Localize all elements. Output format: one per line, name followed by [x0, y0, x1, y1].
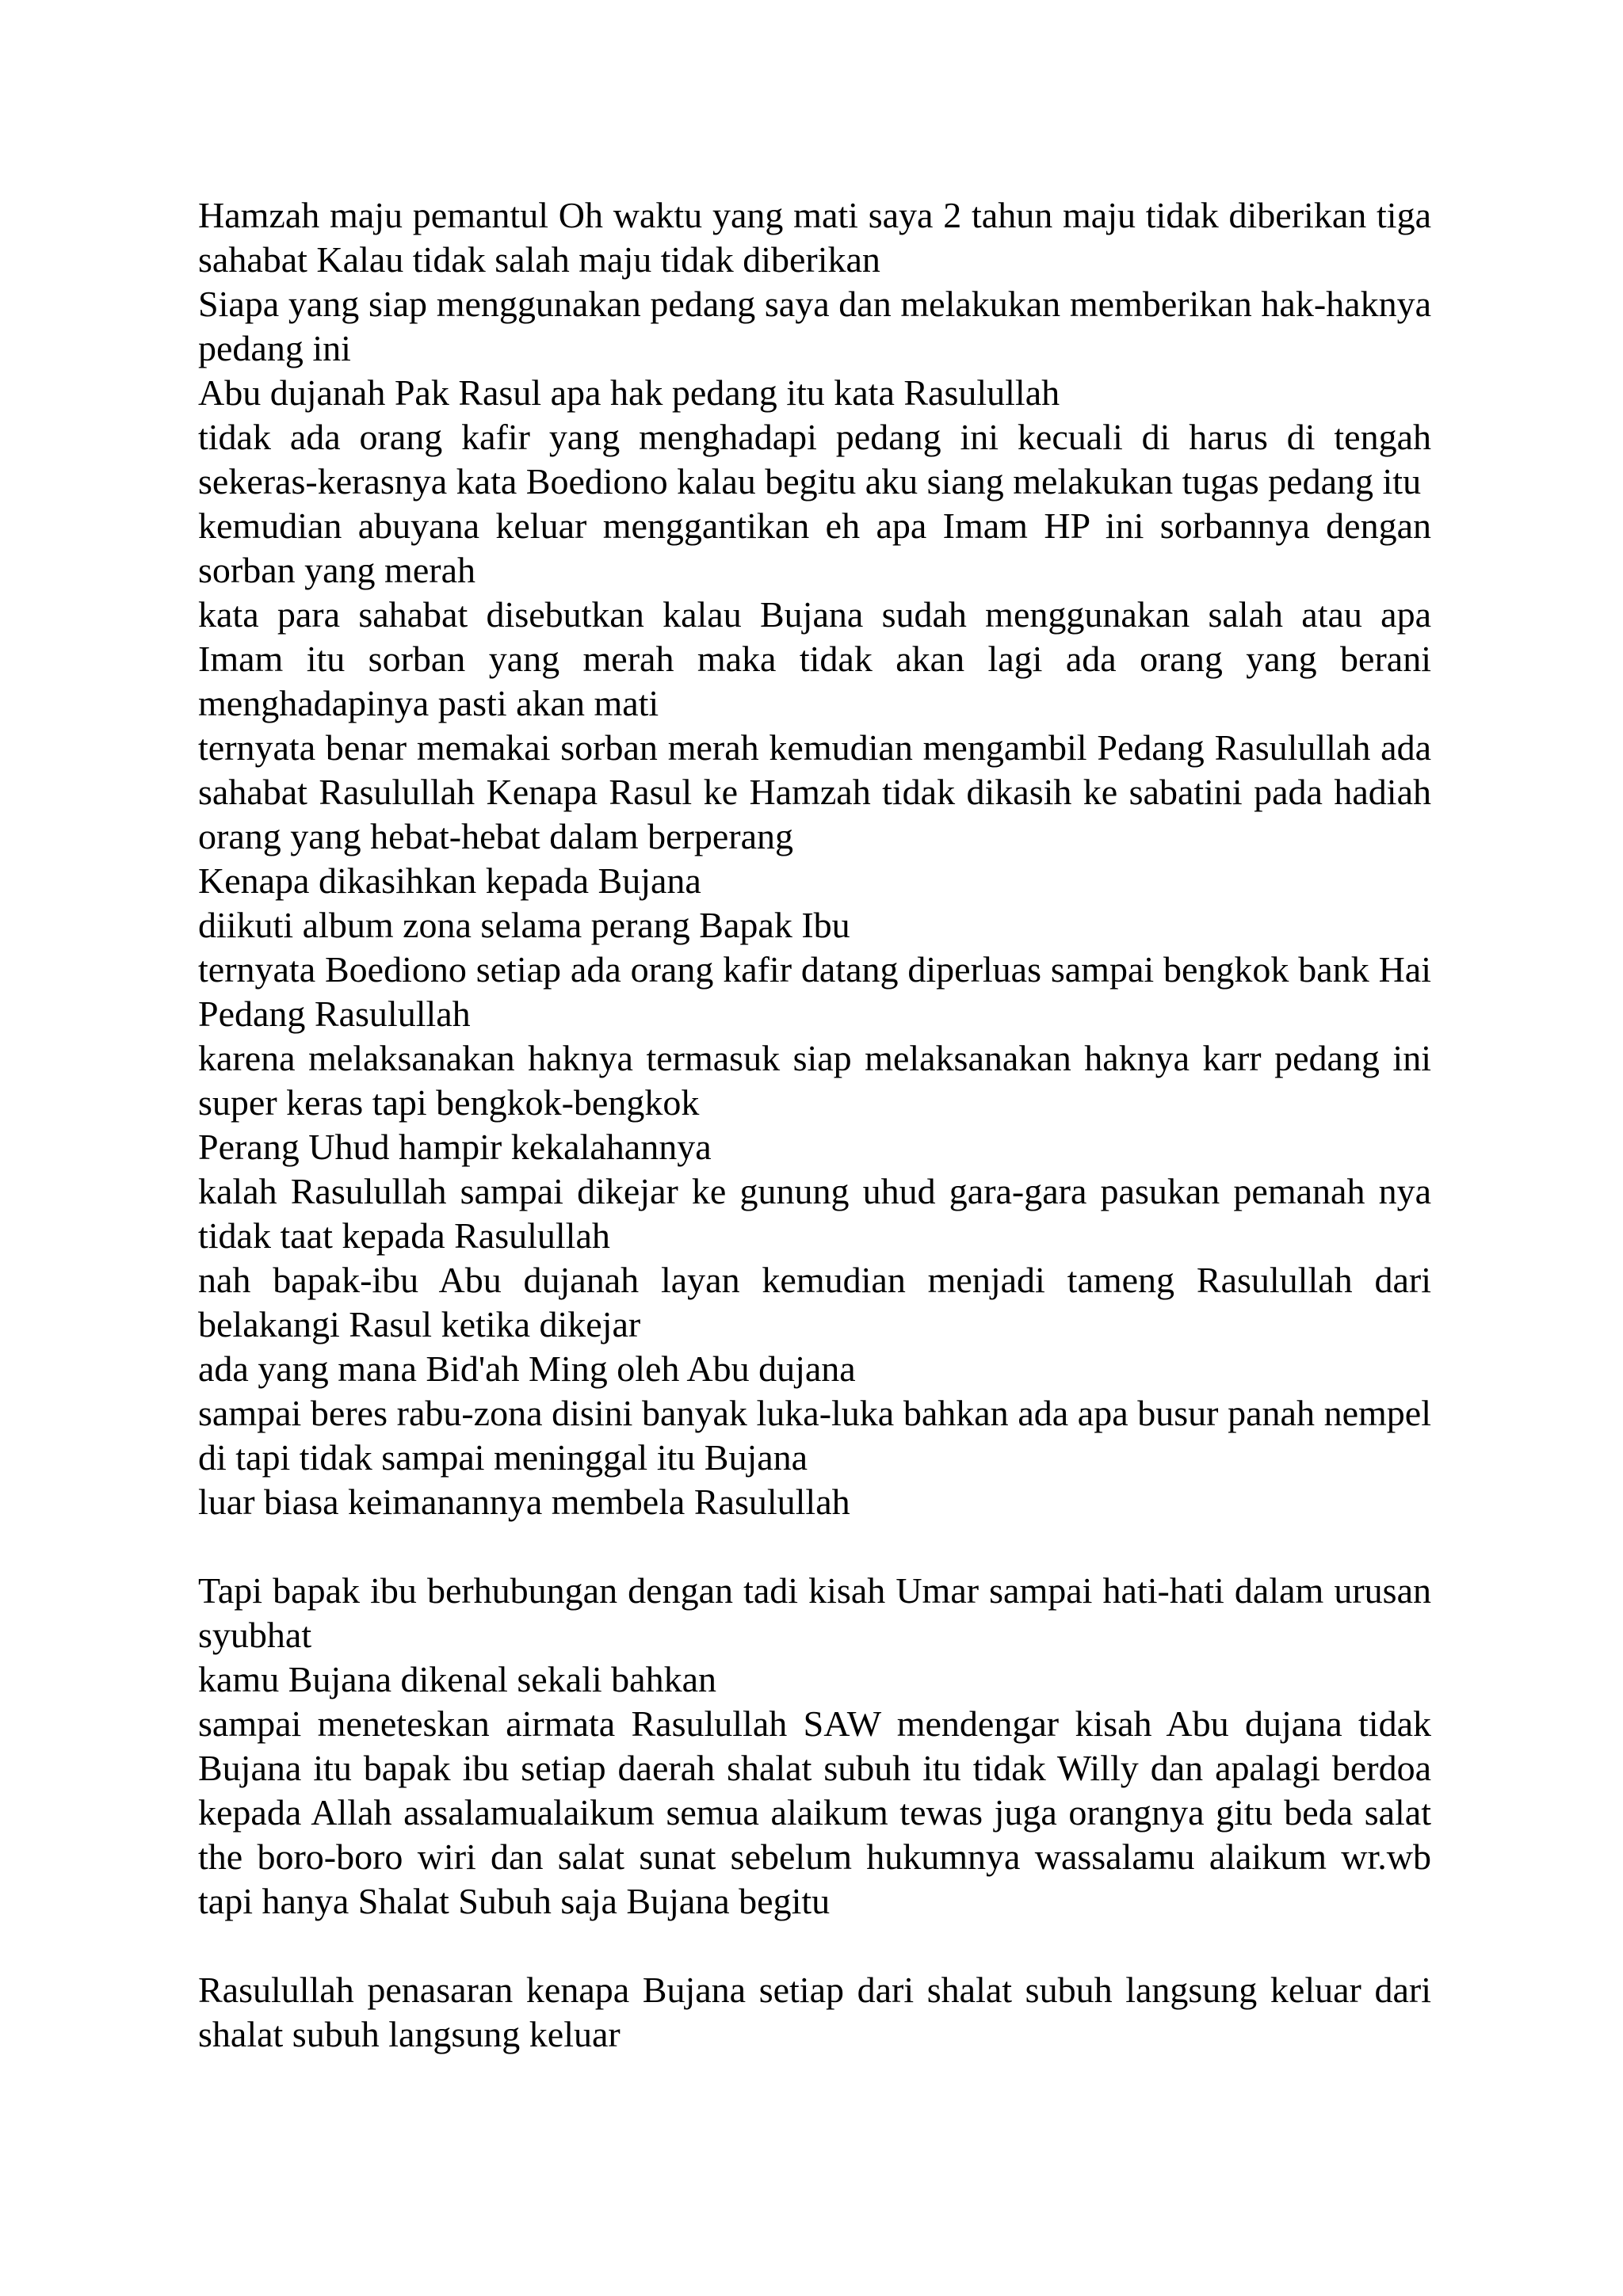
paragraph: Siapa yang siap menggunakan pedang saya dan melakukan memberikan hak-haknya pedang ini: [198, 284, 1431, 368]
paragraph: karena melaksanakan haknya termasuk siap melaksanakan haknya karr pedang ini super keras tapi bengkok-bengkok: [198, 1038, 1431, 1123]
paragraph: Tapi bapak ibu berhubungan dengan tadi kisah Umar sampai hati-hati dalam urusan syubhat: [198, 1570, 1431, 1655]
paragraph: nah bapak-ibu Abu dujanah layan kemudian menjadi tameng Rasulullah dari belakangi Rasul ketika dikejar: [198, 1260, 1431, 1344]
paragraph: Hamzah maju pemantul Oh waktu yang mati saya 2 tahun maju tidak diberikan tiga sahabat Kalau tidak salah maju tidak diberikan: [198, 195, 1431, 280]
paragraph: ternyata Boediono setiap ada orang kafir datang diperluas sampai bengkok bank Hai Pedang Rasulullah: [198, 949, 1431, 1034]
paragraph: Rasulullah penasaran kenapa Bujana setiap dari shalat subuh langsung keluar dari shalat subuh langsung keluar: [198, 1970, 1431, 2054]
section-2: [198, 1569, 1431, 1924]
paragraph: kamu Bujana dikenal sekali bahkan: [198, 1659, 717, 1699]
document-body: [198, 193, 1431, 2057]
paragraph: kata para sahabat disebutkan kalau Bujana sudah menggunakan salah atau apa Imam itu sorban yang merah maka tidak akan lagi ada orang yang berani menghadapinya pasti akan mati: [198, 594, 1431, 723]
paragraph: Abu dujanah Pak Rasul apa hak pedang itu kata Rasulullah: [198, 372, 1060, 413]
paragraph: kalah Rasulullah sampai dikejar ke gunung uhud gara-gara pasukan pemanah nya tidak taat kepada Rasulullah: [198, 1171, 1431, 1256]
paragraph: ternyata benar memakai sorban merah kemudian mengambil Pedang Rasulullah ada sahabat Rasulullah Kenapa Rasul ke Hamzah tidak dikasih ke sabatini pada hadiah orang yang hebat-hebat dalam berperang: [198, 727, 1431, 856]
paragraph: luar biasa keimanannya membela Rasulullah: [198, 1482, 850, 1522]
paragraph: Perang Uhud hampir kekalahannya: [198, 1127, 712, 1167]
paragraph: tidak ada orang kafir yang menghadapi pedang ini kecuali di harus di tengah sekeras-kerasnya kata Boediono kalau begitu aku siang melakukan tugas pedang itu: [198, 417, 1431, 502]
paragraph: sampai meneteskan airmata Rasulullah SAW mendengar kisah Abu dujana tidak Bujana itu bapak ibu setiap daerah shalat subuh itu tidak Willy dan apalagi berdoa kepada Allah assalamualaikum semua alaikum tewas juga orangnya gitu beda salat the boro-boro wiri dan salat sunat sebelum hukumnya wassalamu alaikum wr.wb tapi hanya Shalat Subuh saja Bujana begitu: [198, 1703, 1431, 1921]
paragraph: Kenapa dikasihkan kepada Bujana: [198, 860, 701, 901]
paragraph: ada yang mana Bid'ah Ming oleh Abu dujana: [198, 1348, 856, 1389]
section-3: [198, 1968, 1431, 2057]
paragraph: sampai beres rabu-zona disini banyak luka-luka bahkan ada apa busur panah nempel di tapi tidak sampai meninggal itu Bujana: [198, 1393, 1431, 1478]
paragraph: kemudian abuyana keluar menggantikan eh apa Imam HP ini sorbannya dengan sorban yang merah: [198, 505, 1431, 590]
paragraph: diikuti album zona selama perang Bapak Ibu: [198, 905, 850, 945]
section-1: [198, 193, 1431, 1524]
